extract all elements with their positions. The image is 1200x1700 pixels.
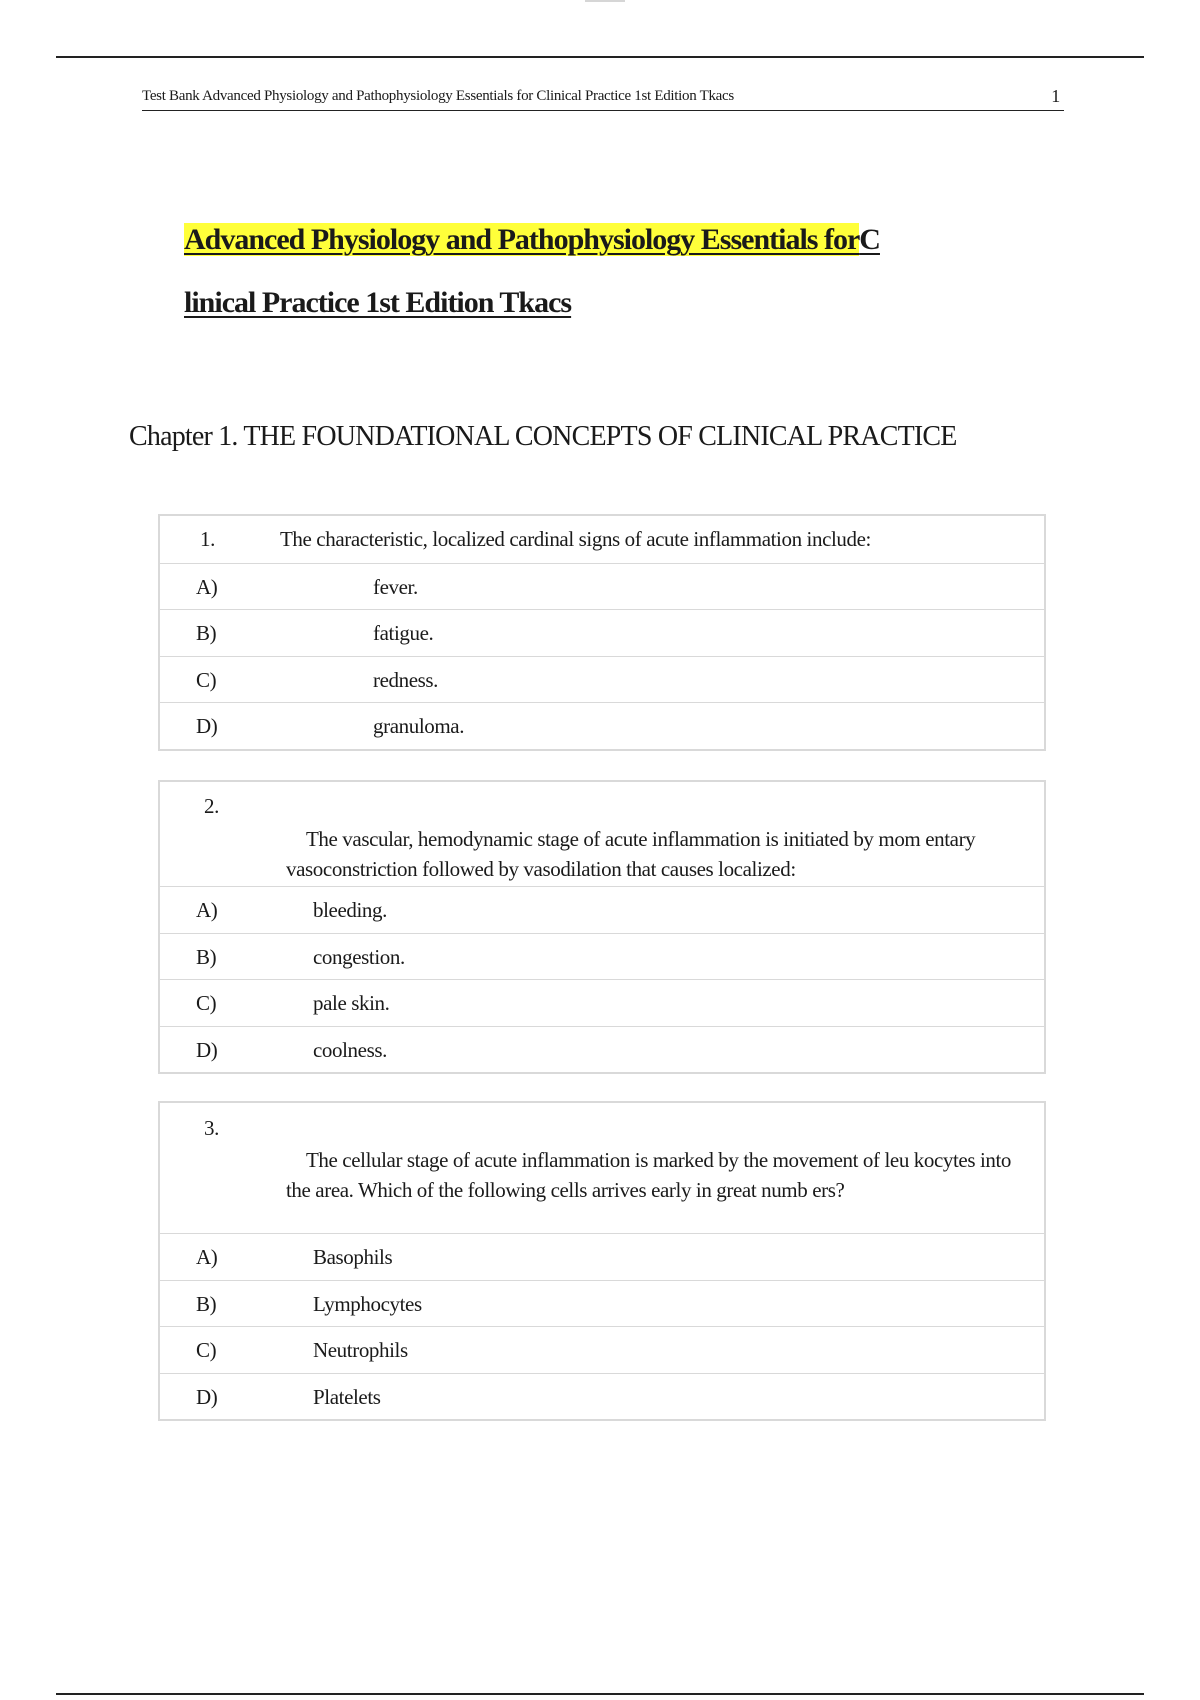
option-text: fever. <box>373 574 418 599</box>
question-table-3 <box>158 1101 1046 1421</box>
option-label: B) <box>196 944 217 969</box>
option-text: Lymphocytes <box>313 1291 422 1316</box>
title-highlighted-text: Advanced Physiology and Pathophysiology Essentials for <box>184 223 860 256</box>
option-label: A) <box>196 1245 218 1269</box>
option-row-b <box>160 933 1044 980</box>
option-row-c <box>160 979 1044 1026</box>
top-page-mark <box>585 0 625 2</box>
option-row-d <box>160 1026 1044 1073</box>
chapter-heading: Chapter 1. THE FOUNDATIONAL CONCEPTS OF CLINICAL PRACTICE <box>129 421 957 452</box>
title-line1-rest: C <box>859 223 880 256</box>
option-label: A) <box>196 574 218 599</box>
option-text: pale skin. <box>313 991 390 1015</box>
question-table-1 <box>158 514 1046 751</box>
option-text: bleeding. <box>313 898 387 922</box>
bottom-rule <box>56 1693 1144 1695</box>
option-text: Neutrophils <box>313 1338 408 1362</box>
option-row-c <box>160 656 1044 703</box>
question-number: 1. <box>200 527 215 551</box>
option-label: C) <box>196 991 217 1015</box>
question-table-2 <box>158 780 1046 1074</box>
document-title <box>184 208 1044 334</box>
option-row-a <box>160 886 1044 933</box>
running-header-title: Test Bank Advanced Physiology and Pathophysiology Essentials for Clinical Practice 1st Edition Tkacs <box>142 88 734 104</box>
question-stem-row <box>160 1103 1044 1233</box>
question-stem: The characteristic, localized cardinal signs of acute inflammation include: <box>280 527 871 551</box>
option-text: granuloma. <box>373 714 465 738</box>
title-line2: linical Practice 1st Edition Tkacs <box>184 286 572 319</box>
question-stem: The cellular stage of acute inflammation is marked by the movement of leu kocytes into the area. Which of the following cells arrives early in great numb ers? <box>286 1148 1012 1202</box>
option-label: D) <box>196 714 218 738</box>
option-row-a <box>160 1233 1044 1280</box>
option-row-b <box>160 1280 1044 1327</box>
option-label: A) <box>196 898 218 922</box>
option-text: Platelets <box>313 1384 381 1409</box>
option-text: congestion. <box>313 944 405 969</box>
option-label: B) <box>196 1291 217 1316</box>
option-row-d <box>160 702 1044 749</box>
question-number: 2. <box>204 794 219 818</box>
option-label: B) <box>196 621 217 645</box>
option-row-a <box>160 563 1044 610</box>
option-label: D) <box>196 1037 218 1062</box>
question-stem-row <box>160 782 1044 886</box>
question-stem: The vascular, hemodynamic stage of acute inflammation is initiated by mom entary vasoconstriction followed by vasodilation that causes localized: <box>286 827 976 881</box>
question-number: 3. <box>204 1116 219 1140</box>
running-header <box>142 86 1064 111</box>
option-text: fatigue. <box>373 621 434 645</box>
option-label: C) <box>196 1338 217 1362</box>
option-text: coolness. <box>313 1037 387 1062</box>
option-label: D) <box>196 1384 218 1409</box>
option-text: Basophils <box>313 1245 393 1269</box>
page-number: 1 <box>1051 86 1060 106</box>
top-rule <box>56 56 1144 58</box>
option-row-c <box>160 1326 1044 1373</box>
option-label: C) <box>196 667 217 692</box>
question-stem-row <box>160 516 1044 563</box>
option-row-b <box>160 609 1044 656</box>
option-text: redness. <box>373 667 439 692</box>
option-row-d <box>160 1373 1044 1420</box>
